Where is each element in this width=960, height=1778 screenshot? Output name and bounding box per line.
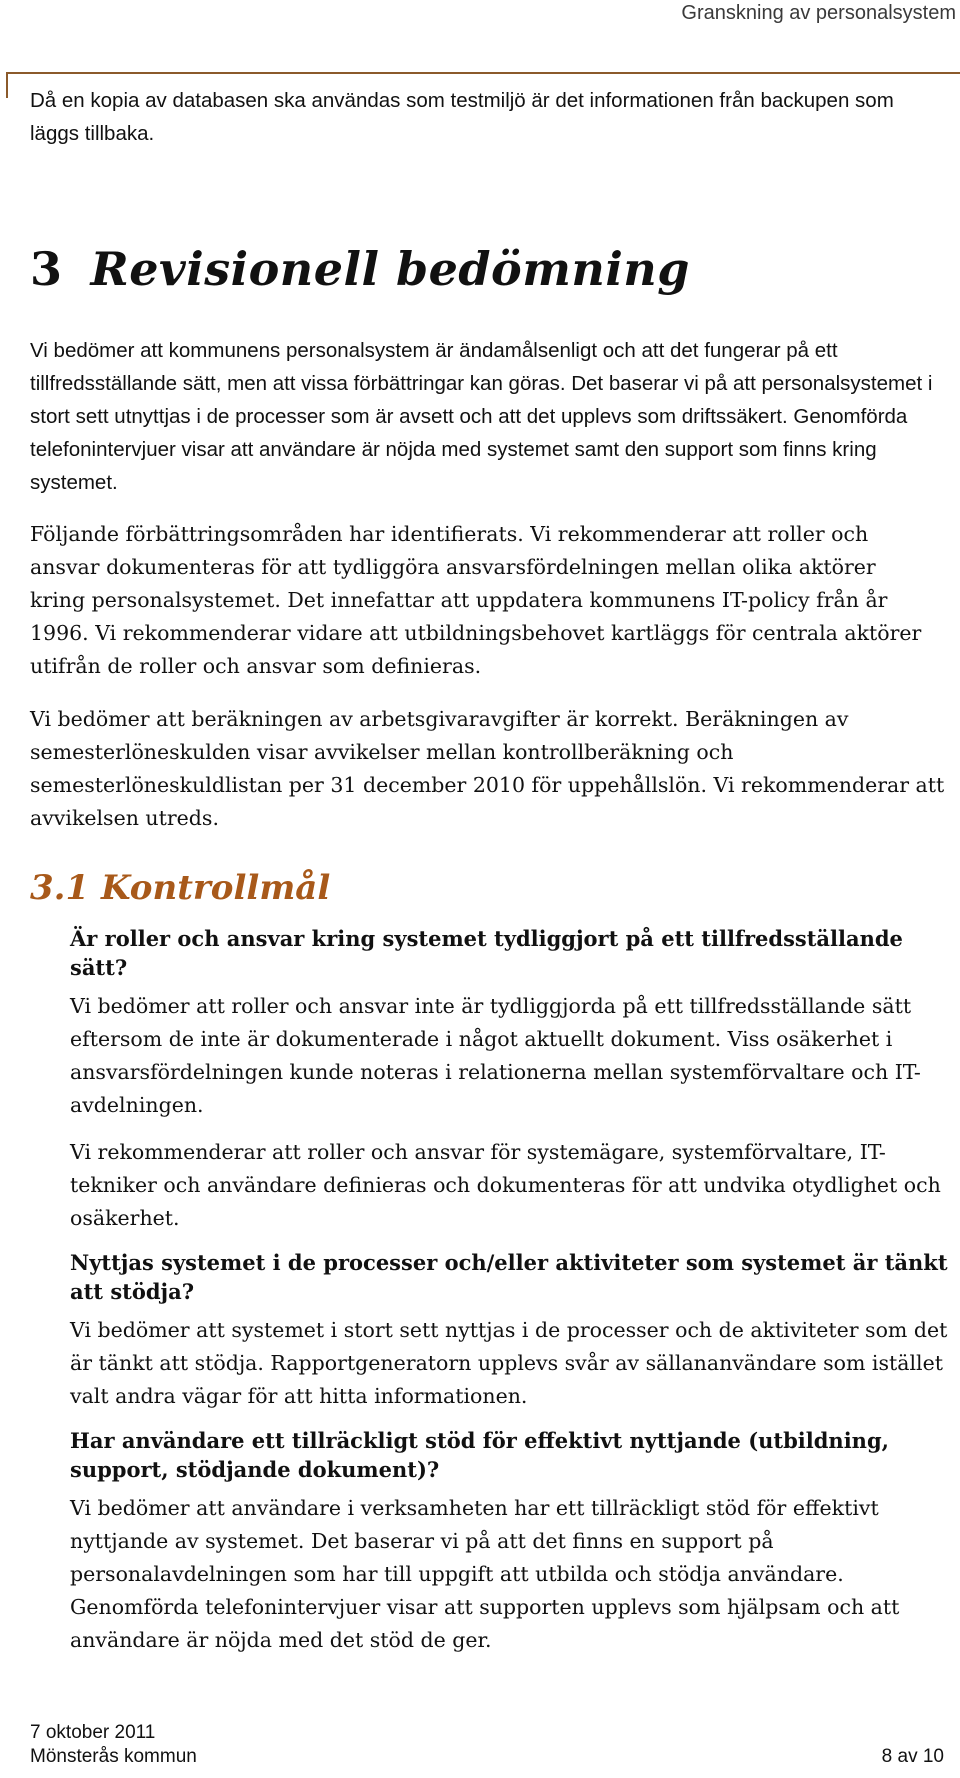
question-3-paragraph-1: Vi bedömer att användare i verksamheten har ett tillräckligt stöd för effektivt nyttjande av systemet. Det baserar vi på att det finns en support på personalavdelningen som har till uppgift att utbilda och stödja användare. Genomförda telefonintervjuer visar att supporten upplevs som hjälpsam och att användare är nöjda med det stöd de ger. — [70, 1496, 900, 1652]
question-1-paragraph-2: Vi rekommenderar att roller och ansvar för systemägare, systemförvaltare, IT-tekniker och användare definieras och dokumenteras för att undvika otydlighet och osäkerhet. — [70, 1140, 941, 1230]
section-number: 3 — [30, 242, 63, 296]
question-3-heading: Har användare ett tillräckligt stöd för effektivt nyttjande (utbildning, support, stödjande dokument)? — [70, 1428, 889, 1482]
header-rule-tick — [6, 72, 8, 98]
header-rule — [6, 72, 960, 74]
running-header: Granskning av personalsystem — [681, 2, 956, 24]
question-1-paragraph-1: Vi bedömer att roller och ansvar inte är tydliggjorda på ett tillfredsställande sätt eftersom de inte är dokumenterade i något aktuellt dokument. Viss osäkerhet i ansvarsfördelningen kunde noteras i relationerna mellan systemförvaltare och IT-avdelningen. — [70, 994, 921, 1117]
assessment-paragraph-3: Vi bedömer att beräkningen av arbetsgivaravgifter är korrekt. Beräkningen av semesterlöneskulden visar avvikelser mellan kontrollberäkning och semesterlöneskuldlistan per 31 december 2010 för uppehållslön. Vi rekommenderar att avvikelsen utreds. — [30, 707, 945, 830]
question-2-heading: Nyttjas systemet i de processer och/eller aktiviteter som systemet är tänkt att stödja? — [70, 1250, 948, 1304]
subsection-heading: 3.1 Kontrollmål — [30, 868, 331, 908]
intro-paragraph: Då en kopia av databasen ska användas som testmiljö är det informationen från backupen som läggs tillbaka. — [30, 89, 894, 145]
question-1-heading: Är roller och ansvar kring systemet tydliggjort på ett tillfredsställande sätt? — [70, 926, 903, 980]
section-heading — [30, 242, 690, 296]
footer-date: 7 oktober 2011 — [30, 1722, 156, 1743]
footer-page-number: 8 av 10 — [881, 1746, 944, 1767]
question-2-paragraph-1: Vi bedömer att systemet i stort sett nyttjas i de processer och de aktiviteter som det är tänkt att stödja. Rapportgeneratorn upplevs svår av sällananvändare som istället valt andra vägar för att hitta informationen. — [70, 1318, 948, 1408]
section-title: Revisionell bedömning — [90, 242, 690, 296]
footer-organization: Mönsterås kommun — [30, 1746, 197, 1767]
assessment-paragraph-2: Följande förbättringsområden har identifierats. Vi rekommenderar att roller och ansvar dokumenteras för att tydliggöra ansvarsfördelningen mellan olika aktörer kring personalsystemet. Det innefattar att uppdatera kommunens IT-policy från år 1996. Vi rekommenderar vidare att utbildningsbehovet kartläggs för centrala aktörer utifrån de roller och ansvar som definieras. — [30, 522, 922, 678]
assessment-paragraph-1: Vi bedömer att kommunens personalsystem är ändamålsenligt och att det fungerar på ett tillfredsställande sätt, men att vissa förbättringar kan göras. Det baserar vi på att personalsystemet i stort sett utnyttjas i de processer som är avsett och att det upplevs som driftssäkert. Genomförda telefonintervjuer visar att användare är nöjda med systemet samt den support som finns kring systemet. — [30, 339, 933, 494]
